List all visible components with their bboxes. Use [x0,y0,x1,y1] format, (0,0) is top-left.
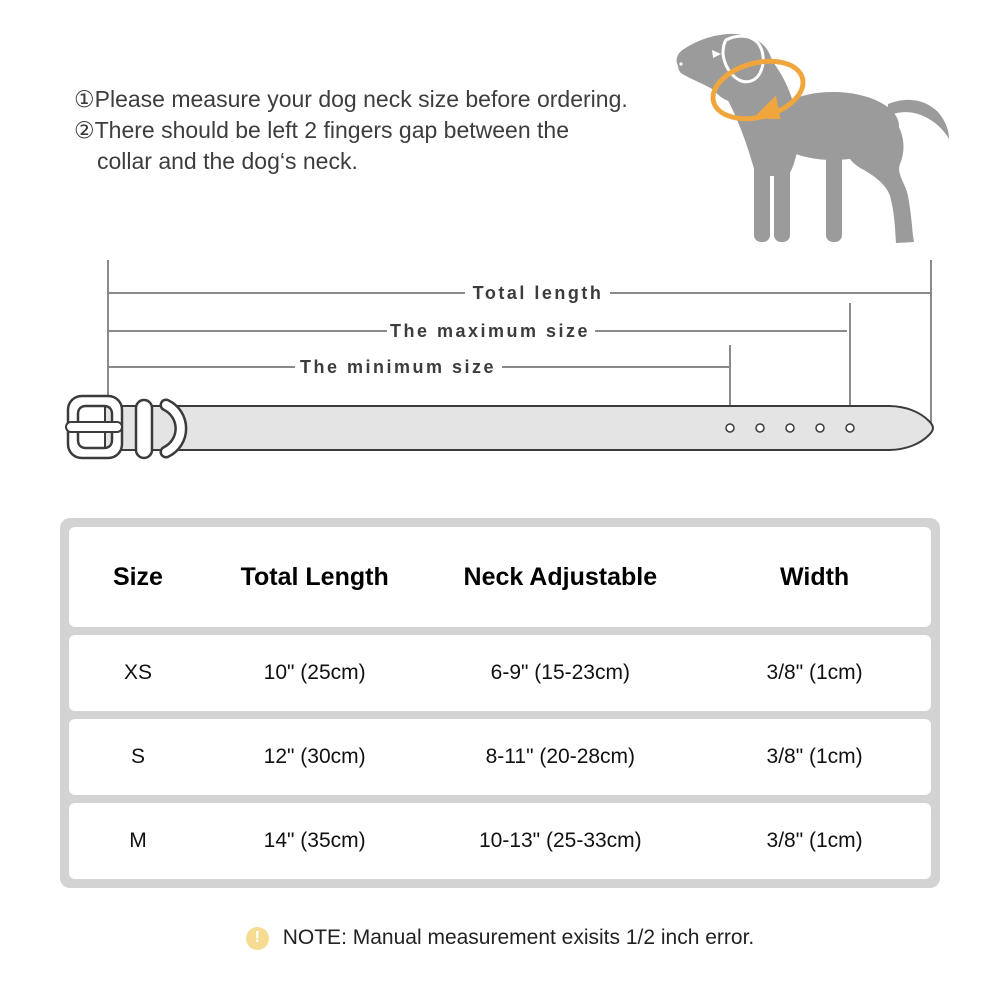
instruction-line-3: collar and the dog‘s neck. [97,148,358,174]
collar-measurement-diagram [50,255,950,470]
cell-size: M [129,829,147,852]
measurement-note [0,926,1000,950]
cell-neck: 10-13" (25-33cm) [478,829,642,852]
cell-length: 12" (30cm) [263,745,366,768]
table-row [69,803,931,879]
cell-width: 3/8" (1cm) [766,661,863,684]
cell-width: 3/8" (1cm) [766,745,863,768]
header-width: Width [780,562,850,591]
buckle-prong [66,422,122,432]
label-total-length: Total length [472,283,604,303]
measuring-instructions [74,84,694,177]
collar-strap [105,406,933,450]
cell-size: XS [123,661,152,684]
cell-neck: 8-11" (20-28cm) [485,745,636,768]
table-row [69,719,931,795]
label-minimum-size: The minimum size [299,357,497,377]
cell-size: S [130,745,145,768]
table-header-row [69,527,931,627]
cell-neck: 6-9" (15-23cm) [490,661,630,684]
table-row [69,635,931,711]
collar-keeper [136,400,152,458]
exclamation-icon: ! [246,927,269,950]
instruction-line-1: ①Please measure your dog neck size before ordering. [74,86,628,112]
note-text: NOTE: Manual measurement exisits 1/2 inch error. [282,926,755,949]
size-chart-table [60,518,940,888]
cell-length: 10" (25cm) [263,661,366,684]
header-total-length: Total Length [240,562,389,591]
header-neck-adjustable: Neck Adjustable [463,562,658,591]
cell-length: 14" (35cm) [263,829,366,852]
dog-silhouette-icon [668,26,968,248]
instruction-line-2: ②There should be left 2 fingers gap between the [74,117,569,143]
header-size: Size [112,562,163,591]
dog-illustration [668,26,968,248]
cell-width: 3/8" (1cm) [766,829,863,852]
label-maximum-size: The maximum size [389,321,591,341]
